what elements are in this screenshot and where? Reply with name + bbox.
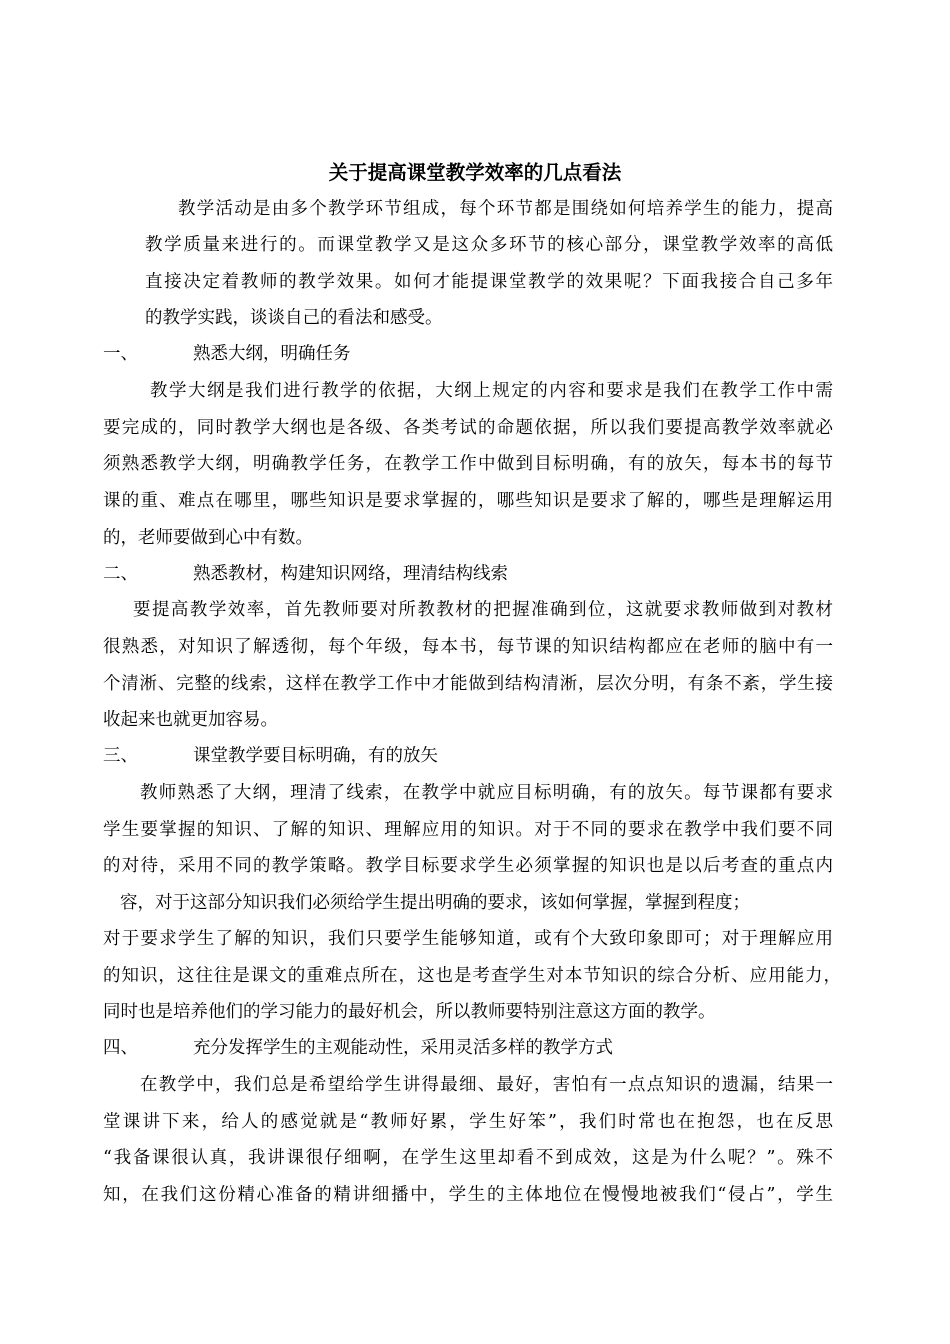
section-3-line-4: 容，对于这部分知识我们必须给学生提出明确的要求，该如何掌握，掌握到程度； [120, 893, 750, 913]
intro-line-1: 教学活动是由多个教学环节组成，每个环节都是围绕如何培养学生的能力，提高 [178, 199, 833, 219]
intro-line-3: 直接决定着教师的教学效果。如何才能提课堂教学的效果呢？下面我接合自己多年 [145, 272, 833, 292]
section-4-number: 四、 [103, 1038, 138, 1058]
section-1-line-1: 教学大纲是我们进行教学的依据，大纲上规定的内容和要求是我们在教学工作中需 [150, 381, 833, 401]
section-2-line-1: 要提高教学效率，首先教师要对所教教材的把握准确到位，这就要求教师做到对教材 [133, 600, 833, 620]
intro-line-2: 教学质量来进行的。而课堂教学又是这众多环节的核心部分，课堂教学效率的高低 [145, 235, 833, 255]
section-3-line-6: 的知识，这往往是课文的重难点所在，这也是考查学生对本节知识的综合分析、应用能力， [103, 966, 841, 986]
section-3-heading: 课堂教学要目标明确，有的放矢 [193, 746, 438, 766]
section-1-number: 一、 [103, 344, 138, 364]
section-1-line-4: 课的重、难点在哪里，哪些知识是要求掌握的，哪些知识是要求了解的，哪些是理解运用 [103, 491, 833, 511]
section-3-number: 三、 [103, 746, 138, 766]
section-4-line-4: 知，在我们这份精心准备的精讲细播中，学生的主体地位在慢慢地被我们“侵占”，学生 [103, 1185, 833, 1205]
section-4-line-1: 在教学中，我们总是希望给学生讲得最细、最好，害怕有一点点知识的遗漏，结果一 [140, 1075, 833, 1095]
section-3-line-1: 教师熟悉了大纲，理清了线索，在教学中就应目标明确，有的放矢。每节课都有要求 [140, 783, 833, 803]
section-3-line-2: 学生要掌握的知识、了解的知识、理解应用的知识。对于不同的要求在教学中我们要不同 [103, 820, 833, 840]
document-title: 关于提高课堂教学效率的几点看法 [328, 161, 622, 184]
section-2-line-2: 很熟悉，对知识了解透彻，每个年级，每本书，每节课的知识结构都应在老师的脑中有一 [103, 637, 833, 657]
section-3-line-5: 对于要求学生了解的知识，我们只要学生能够知道，或有个大致印象即可；对于理解应用 [103, 929, 833, 949]
section-4-line-3: “我备课很认真，我讲课很仔细啊，在学生这里却看不到成效，这是为什么呢？”。殊不 [103, 1148, 833, 1168]
section-1-line-2: 要完成的，同时教学大纲也是各级、各类考试的命题依据，所以我们要提高教学效率就必 [103, 418, 833, 438]
section-4-heading: 充分发挥学生的主观能动性，采用灵活多样的教学方式 [193, 1038, 613, 1058]
section-2-line-3: 个清淅、完整的线索，这样在教学工作中才能做到结构清淅，层次分明，有条不紊，学生接 [103, 674, 833, 694]
section-2-heading: 熟悉教材，构建知识网络，理清结构线索 [193, 564, 508, 584]
intro-line-4: 的教学实践，谈谈自己的看法和感受。 [145, 308, 443, 328]
section-1-line-5: 的，老师要做到心中有数。 [103, 528, 313, 548]
section-1-line-3: 须熟悉教学大纲，明确教学任务，在教学工作中做到目标明确，有的放矢，每本书的每节 [103, 454, 833, 474]
section-3-line-7: 同时也是培养他们的学习能力的最好机会，所以教师要特别注意这方面的教学。 [103, 1002, 716, 1022]
section-1-heading: 熟悉大纲，明确任务 [193, 344, 351, 364]
section-3-line-3: 的对待，采用不同的教学策略。教学目标要求学生必须掌握的知识也是以后考查的重点内 [103, 856, 833, 876]
section-4-line-2: 堂课讲下来，给人的感觉就是“教师好累，学生好笨”，我们时常也在抱怨，也在反思 [103, 1112, 833, 1132]
section-2-line-4: 收起来也就更加容易。 [103, 710, 278, 730]
section-2-number: 二、 [103, 564, 138, 584]
